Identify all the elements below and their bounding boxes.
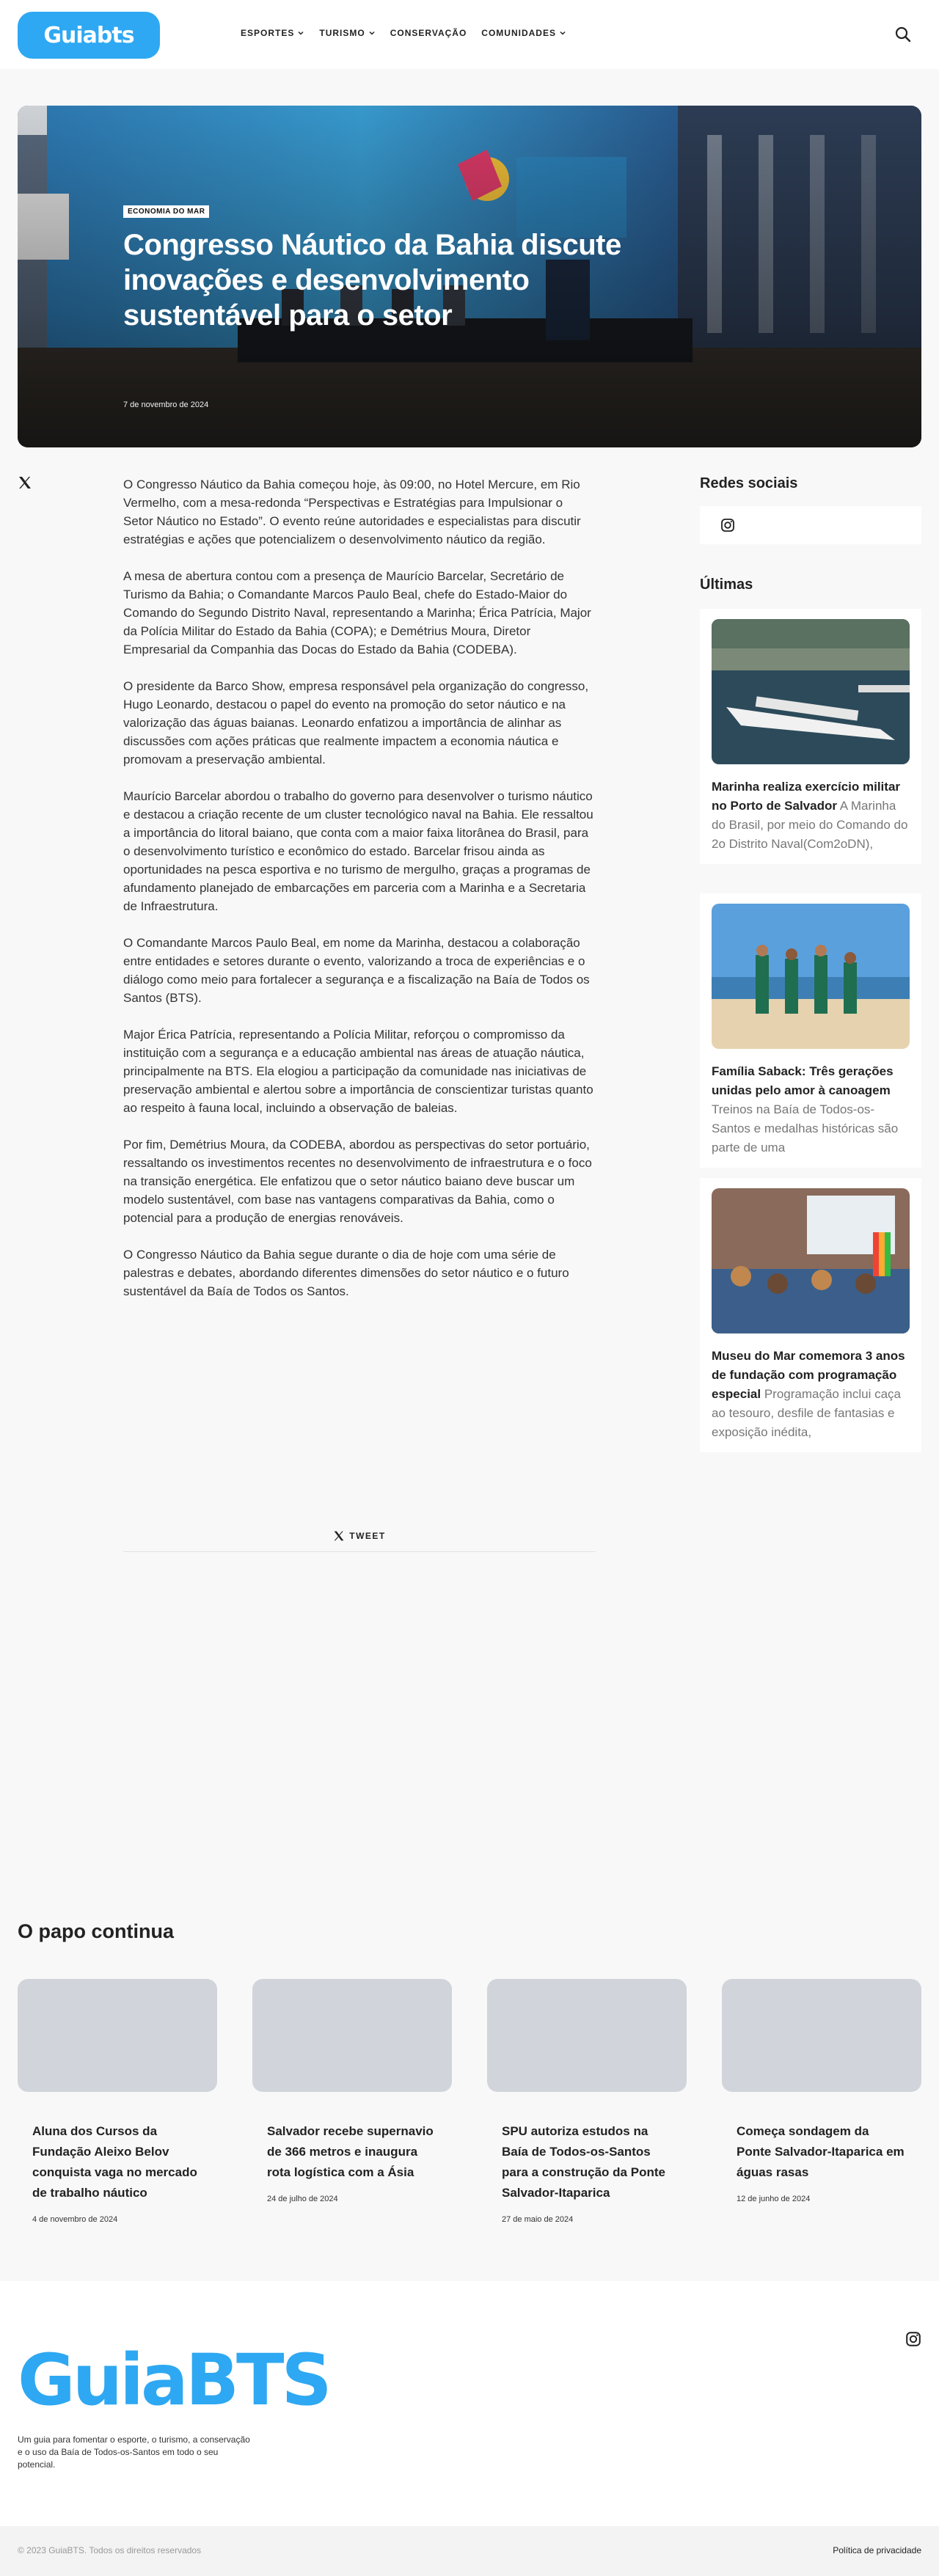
related-headline[interactable]: Aluna dos Cursos da Fundação Aleixo Belov conquista vaga no mercado de trabalho náutico <box>32 2124 197 2200</box>
search-button[interactable] <box>891 22 916 47</box>
footer-instagram-link[interactable] <box>905 2331 921 2347</box>
chevron-down-icon <box>368 29 376 37</box>
related-headline[interactable]: Salvador recebe supernavio de 366 metros e inaugura rota logística com a Ásia <box>267 2124 434 2179</box>
nav-comunidades[interactable] <box>481 28 566 38</box>
latest-excerpt: A Marinha do Brasil, por meio do Comando do 2o Distrito Naval(Com2oDN), <box>712 799 908 851</box>
chevron-down-icon <box>297 29 304 37</box>
nav-label: COMUNIDADES <box>481 28 556 38</box>
related-image-placeholder <box>18 1979 217 2092</box>
article-paragraph: Por fim, Demétrius Moura, da CODEBA, abordou as perspectivas do setor portuário, ressaltando os investimentos recentes no desenvolvimento de infraestrutura e o foco na transição energética. Ele enfatizou que o setor náutico baiano deve buscar um modelo sustentável, com base nas vantagens comparativas da Bahia, como o potencial para a produção de energias renováveis. <box>123 1138 592 1225</box>
social-links <box>700 506 921 544</box>
latest-card[interactable] <box>700 893 921 1168</box>
related-image-placeholder <box>722 1979 921 2092</box>
copyright-text: © 2023 GuiaBTS. Todos os direitos reservados <box>18 2545 202 2555</box>
hero-title[interactable]: Congresso Náutico da Bahia discute inovações e desenvolvimento sustentável para o setor <box>123 229 621 332</box>
chevron-down-icon <box>559 29 566 37</box>
related-card[interactable] <box>252 1979 452 2203</box>
related-image-placeholder <box>487 1979 687 2092</box>
latest-image <box>712 904 910 1049</box>
related-date: 12 de junho de 2024 <box>737 2195 811 2203</box>
tweet-label: TWEET <box>349 1530 386 1541</box>
tweet-button[interactable] <box>123 1520 596 1552</box>
x-logo-icon <box>333 1530 345 1542</box>
site-header <box>0 0 939 69</box>
nav-label: CONSERVAÇÃO <box>390 28 467 38</box>
footer-tagline: Um guia para fomentar o esporte, o turismo, a conservação e o uso da Baía de Todos-os-Santos em todo o seu potencial. <box>18 2434 250 2470</box>
footer-logo[interactable]: GuiaBTS <box>18 2339 329 2421</box>
latest-headline[interactable]: Museu do Mar comemora 3 anos de fundação com programação especial <box>712 1349 905 1401</box>
related-date: 4 de novembro de 2024 <box>32 2215 118 2224</box>
nav-label: TURISMO <box>319 28 365 38</box>
nav-turismo[interactable] <box>319 28 375 38</box>
latest-text <box>712 777 910 854</box>
latest-card[interactable] <box>700 1178 921 1452</box>
article-paragraph: O presidente da Barco Show, empresa responsável pela organização do congresso, Hugo Leonardo, destacou o papel do evento na promoção do setor náutico e na valorização das águas baianas. Leonardo enfatizou a importância de alinhar as discussões com ações práticas que realmente impactem a economia náutica e promovam a preservação ambiental. <box>123 679 589 766</box>
article-paragraph: Major Érica Patrícia, representando a Polícia Militar, reforçou o compromisso da instituição com a segurança e a educação ambiental nas áreas de atuação náutica, principalmente na BTS. Ela elogiou a participação da comunidade nas iniciativas de preservação ambiental e alertou sobre a importância de conscientizar turistas quanto ao respeito à fauna local, incluindo a observação de baleias. <box>123 1028 593 1115</box>
hero-category-tag[interactable]: ECONOMIA DO MAR <box>123 205 209 218</box>
site-footer <box>0 2281 939 2576</box>
latest-image <box>712 1188 910 1333</box>
article-paragraph: Maurício Barcelar abordou o trabalho do governo para desenvolver o turismo náutico e destacou a criação recente de um cluster tecnológico naval na Bahia. Ele ressaltou a importância do litoral baiano, que conta com a maior faixa litorânea do Brasil, para o desenvolvimento turístico e econômico do estado. Barcelar frisou ainda as oportunidades na pesca esportiva e no turismo de mergulho, graças a programas de afundamento planejado de embarcações em parceria com a Marinha e a Secretaria de Infraestrutura. <box>123 789 593 913</box>
hero-banner[interactable] <box>18 106 921 447</box>
latest-excerpt: Programação inclui caça ao tesouro, desfile de fantasias e exposição inédita, <box>712 1387 901 1439</box>
latest-text <box>712 1347 910 1442</box>
article-paragraph: O Comandante Marcos Paulo Beal, em nome da Marinha, destacou a colaboração entre entidades e setores durante o evento, valorizando a troca de experiências e o diálogo como meio para fortalecer a segurança e a fiscalização na Baía de Todos os Santos (BTS). <box>123 936 590 1005</box>
main-nav <box>241 28 566 38</box>
related-section-title: O papo continua <box>18 1920 174 1942</box>
latest-headline[interactable]: Família Saback: Três gerações unidas pelo amor à canoagem <box>712 1064 894 1097</box>
related-headline[interactable]: SPU autoriza estudos na Baía de Todos-os-Santos para a construção da Ponte Salvador-Itaparica <box>502 2124 665 2200</box>
related-date: 24 de julho de 2024 <box>267 2195 338 2203</box>
x-logo-icon <box>18 475 32 490</box>
latest-headline[interactable]: Marinha realiza exercício militar no Porto de Salvador <box>712 780 901 813</box>
latest-text <box>712 1062 910 1157</box>
search-icon <box>894 26 912 43</box>
article-paragraph: O Congresso Náutico da Bahia segue durante o dia de hoje com uma série de palestras e debates, abordando diferentes dimensões do setor náutico e o futuro sustentável da Baía de Todos os Santos. <box>123 1248 569 1298</box>
latest-image <box>712 619 910 764</box>
social-title: Redes sociais <box>700 475 798 491</box>
logo-text: Guiabts <box>43 22 134 48</box>
instagram-icon <box>905 2331 921 2347</box>
related-date: 27 de maio de 2024 <box>502 2215 574 2224</box>
site-logo[interactable] <box>18 12 160 59</box>
privacy-policy-link[interactable]: Política de privacidade <box>833 2545 921 2555</box>
latest-card[interactable] <box>700 609 921 864</box>
related-headline[interactable]: Começa sondagem da Ponte Salvador-Itaparica em águas rasas <box>737 2124 905 2179</box>
related-card[interactable] <box>722 1979 921 2203</box>
share-x-button[interactable] <box>18 475 32 490</box>
related-image-placeholder <box>252 1979 452 2092</box>
latest-excerpt: Treinos na Baía de Todos-os-Santos e medalhas históricas são parte de uma <box>712 1102 899 1155</box>
related-card[interactable] <box>18 1979 217 2224</box>
article-body <box>123 475 596 1319</box>
article-paragraph: A mesa de abertura contou com a presença de Maurício Barcelar, Secretário de Turismo da Bahia; o Comandante Marcos Paulo Beal, chefe do Estado-Maior do Comando do Segundo Distrito Naval, representando a Marinha; Érica Patrícia, Major da Polícia Militar do Estado da Bahia (COPA); e Demétrius Moura, Diretor Empresarial da Companhia das Docas do Estado da Bahia (CODEBA). <box>123 569 591 656</box>
instagram-icon[interactable] <box>720 518 735 533</box>
hero-date: 7 de novembro de 2024 <box>123 400 209 409</box>
latest-title: Últimas <box>700 577 753 593</box>
nav-label: ESPORTES <box>241 28 295 38</box>
footer-bottom-bar <box>0 2526 939 2576</box>
article-paragraph: O Congresso Náutico da Bahia começou hoje, às 09:00, no Hotel Mercure, em Rio Vermelho, com a mesa-redonda “Perspectivas e Estratégias para Impulsionar o Setor Náutico no Estado”. O evento reúne autoridades e especialistas para discutir estratégias e ações que potencializem o desenvolvimento náutico da região. <box>123 477 581 546</box>
nav-esportes[interactable] <box>241 28 304 38</box>
related-card[interactable] <box>487 1979 687 2224</box>
nav-conservacao[interactable] <box>390 28 467 38</box>
